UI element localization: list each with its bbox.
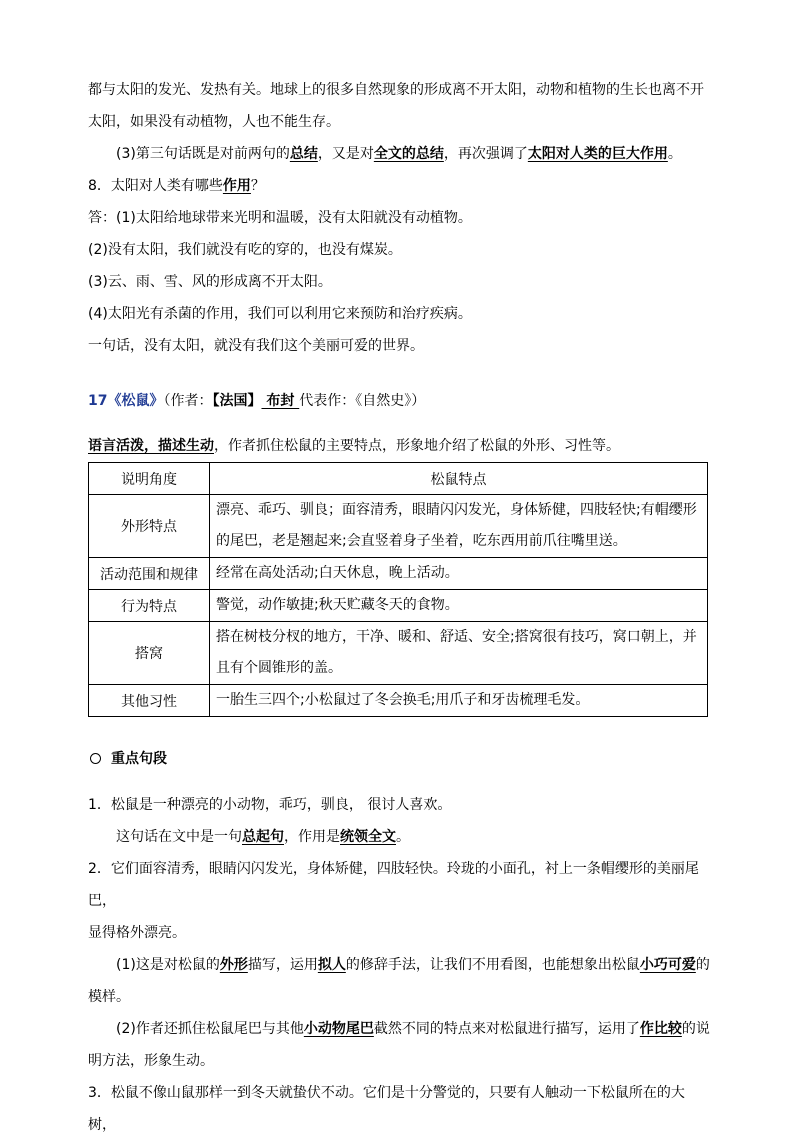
- table-cell-aspect: 活动范围和规律: [89, 558, 210, 590]
- key-sentence-2-cont: 显得格外漂亮。: [88, 925, 186, 941]
- answer-line: (4)太阳光有杀菌的作用，我们可以利用它来预防和治疗疾病。: [88, 306, 472, 322]
- table-header-row: [89, 463, 708, 495]
- table-cell-feature: 搭在树枝分杈的地方，干净、暖和、舒适、安全;搭窝很有技巧，窝口朝上，并且有个圆锥形的盖。: [210, 622, 708, 685]
- paragraph-line: 太阳，如果没有动植物，人也不能生存。: [88, 114, 340, 130]
- table-cell-feature: 警觉，动作敏捷;秋天贮藏冬天的食物。: [210, 590, 708, 622]
- key-sentence-2-note-2-cont: 明方法，形象生动。: [88, 1053, 214, 1069]
- squirrel-features-table: [88, 462, 708, 717]
- table-header: 松鼠特点: [210, 463, 708, 495]
- answer-line: 答：(1)太阳给地球带来光明和温暖，没有太阳就没有动植物。: [88, 210, 472, 226]
- circle-bullet-icon: [90, 753, 101, 764]
- table-row: [89, 558, 708, 590]
- question-8-title: 8．太阳对人类有哪些作用？: [88, 178, 265, 194]
- paragraph-line: 都与太阳的发光、发热有关。地球上的很多自然现象的形成离不开太阳，动物和植物的生长也离不开: [88, 82, 704, 98]
- key-sentence-1: 1．松鼠是一种漂亮的小动物，乖巧，驯良， 很讨人喜欢。: [88, 797, 452, 813]
- table-cell-aspect: 行为特点: [89, 590, 210, 622]
- answer-line: (2)没有太阳，我们就没有吃的穿的，也没有煤炭。: [88, 242, 402, 258]
- key-sentence-2-note-1-cont: 模样。: [88, 989, 130, 1005]
- answer-line: (3)云、雨、雪、风的形成离不开太阳。: [88, 274, 332, 290]
- analysis-3: (3)第三句话既是对前两句的总结，又是对全文的总结，再次强调了太阳对人类的巨大作用。: [116, 146, 682, 162]
- table-row: [89, 495, 708, 558]
- table-row: [89, 685, 708, 717]
- table-cell-aspect: 其他习性: [89, 685, 210, 717]
- key-sentence-3: 3．松鼠不像山鼠那样一到冬天就蛰伏不动。它们是十分警觉的，只要有人触动一下松鼠所在的大树，: [88, 1085, 685, 1133]
- key-sentence-2-note-1: (1)这是对松鼠的外形描写，运用拟人的修辞手法，让我们不用看图，也能想象出松鼠小巧可爱的: [116, 957, 710, 973]
- key-sentences-heading: 重点句段: [88, 743, 710, 775]
- table-row: [89, 622, 708, 685]
- document-content: [88, 74, 710, 1141]
- lesson-heading: 17《松鼠》（作者：【法国】 布封 代表作：《自然史》）: [88, 393, 426, 409]
- table-header: 说明角度: [89, 463, 210, 495]
- lesson-intro: 语言活泼，描述生动，作者抓住松鼠的主要特点，形象地介绍了松鼠的外形、习性等。: [88, 438, 620, 454]
- table-cell-feature: 一胎生三四个;小松鼠过了冬会换毛;用爪子和牙齿梳理毛发。: [210, 685, 708, 717]
- key-sentence-2: 2．它们面容清秀，眼睛闪闪发光，身体矫健，四肢轻快。玲珑的小面孔，衬上一条帽缨形的美丽尾巴，: [88, 861, 699, 909]
- answer-summary: 一句话，没有太阳，就没有我们这个美丽可爱的世界。: [88, 338, 424, 354]
- table-cell-aspect: 搭窝: [89, 622, 210, 685]
- table-row: [89, 590, 708, 622]
- table-cell-feature: 经常在高处活动;白天休息，晚上活动。: [210, 558, 708, 590]
- key-sentence-2-note-2: (2)作者还抓住松鼠尾巴与其他小动物尾巴截然不同的特点来对松鼠进行描写，运用了作比较的说: [116, 1021, 710, 1037]
- key-sentence-1-note: 这句话在文中是一句总起句，作用是统领全文。: [116, 829, 410, 845]
- table-cell-feature: 漂亮、乖巧、驯良；面容清秀，眼睛闪闪发光，身体矫健，四肢轻快;有帽缨形的尾巴，老是翘起来;会直竖着身子坐着，吃东西用前爪往嘴里送。: [210, 495, 708, 558]
- table-cell-aspect: 外形特点: [89, 495, 210, 558]
